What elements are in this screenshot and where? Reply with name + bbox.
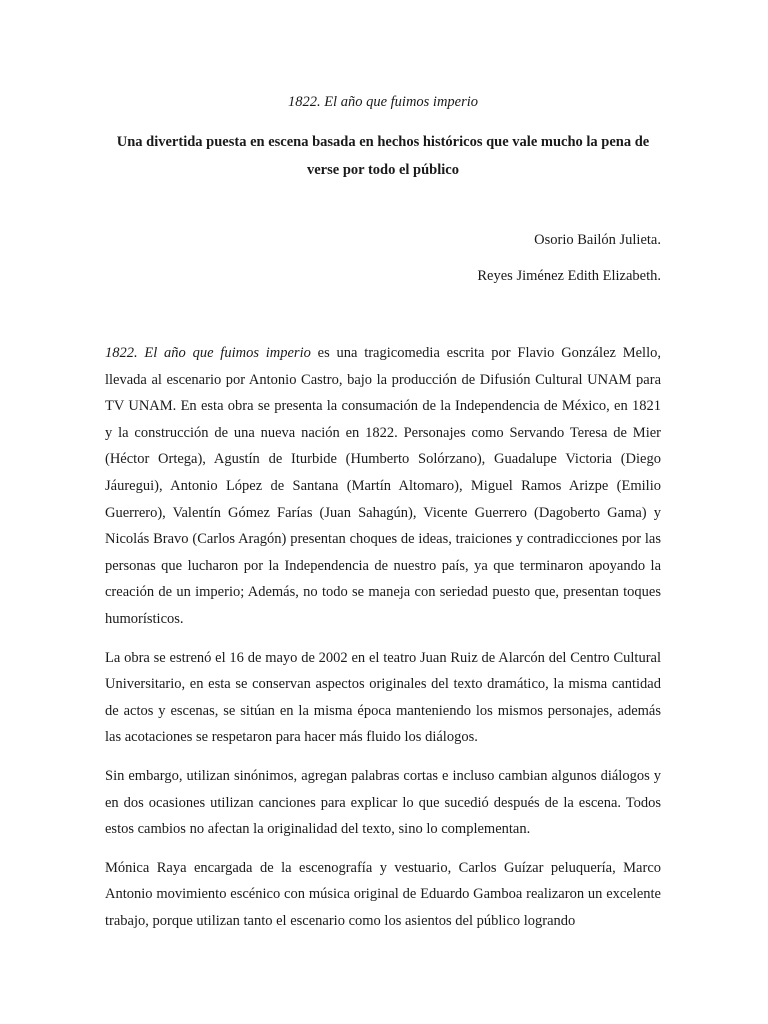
document-subtitle: Una divertida puesta en escena basada en hechos históricos que vale mucho la pena de verse por todo el público <box>116 134 650 178</box>
body-paragraph: Mónica Raya encargada de la escenografía y vestuario, Carlos Guízar peluquería, Marco Antonio movimiento escénico con música original de Eduardo Gamboa realizaron un excelente trabajo, porque utilizan tanto el escenario como los asientos del público logrando <box>105 859 661 929</box>
document-title: 1822. El año que fuimos imperio <box>287 94 479 110</box>
author-name: Osorio Bailón Julieta. <box>534 232 661 248</box>
paragraph-text: es una tragicomedia escrita por Flavio González Mello, llevada al escenario por Antonio Castro, bajo la producción de Difusión Cultural UNAM para TV UNAM. En esta obra se presenta la consumación de la Independencia de México, en 1821 y la construcción de una nueva nación en 1822. Personajes como Servando Teresa de Mier (Héctor Ortega), Agustín de Iturbide (Humberto Solórzano), Guadalupe Victoria (Diego Jáuregui), Antonio López de Santana (Martín Altomaro), Miguel Ramos Arizpe (Emilio Guerrero), Valentín Gómez Farías (Juan Sahagún), Vicente Guerrero (Dagoberto Gama) y Nicolás Bravo (Carlos Aragón) presentan choques de ideas, traiciones y contradicciones por las personas que lucharon por la Independencia de nuestro país, ya que terminaron apoyando la creación de un imperio; Además, no todo se maneja con seriedad puesto que, presentan toques humorísticos. <box>105 345 661 627</box>
document-body <box>105 340 661 946</box>
author-name: Reyes Jiménez Edith Elizabeth. <box>477 268 661 284</box>
body-paragraph: Sin embargo, utilizan sinónimos, agregan palabras cortas e incluso cambian algunos diálogos y en dos ocasiones utilizan canciones para explicar lo que sucedió después de la escena. Todos estos cambios no afectan la originalidad del texto, sino lo complementan. <box>105 767 661 838</box>
body-paragraph: La obra se estrenó el 16 de mayo de 2002 en el teatro Juan Ruiz de Alarcón del Centro Cultural Universitario, en esta se conservan aspectos originales del texto dramático, la misma cantidad de actos y escenas, se sitúan en la misma época manteniendo los mismos personajes, además las acotaciones se respetaron para hacer más fluido los diálogos. <box>105 649 661 746</box>
body-paragraph <box>105 340 661 633</box>
work-title-italic: 1822. El año que fuimos imperio <box>105 345 311 361</box>
